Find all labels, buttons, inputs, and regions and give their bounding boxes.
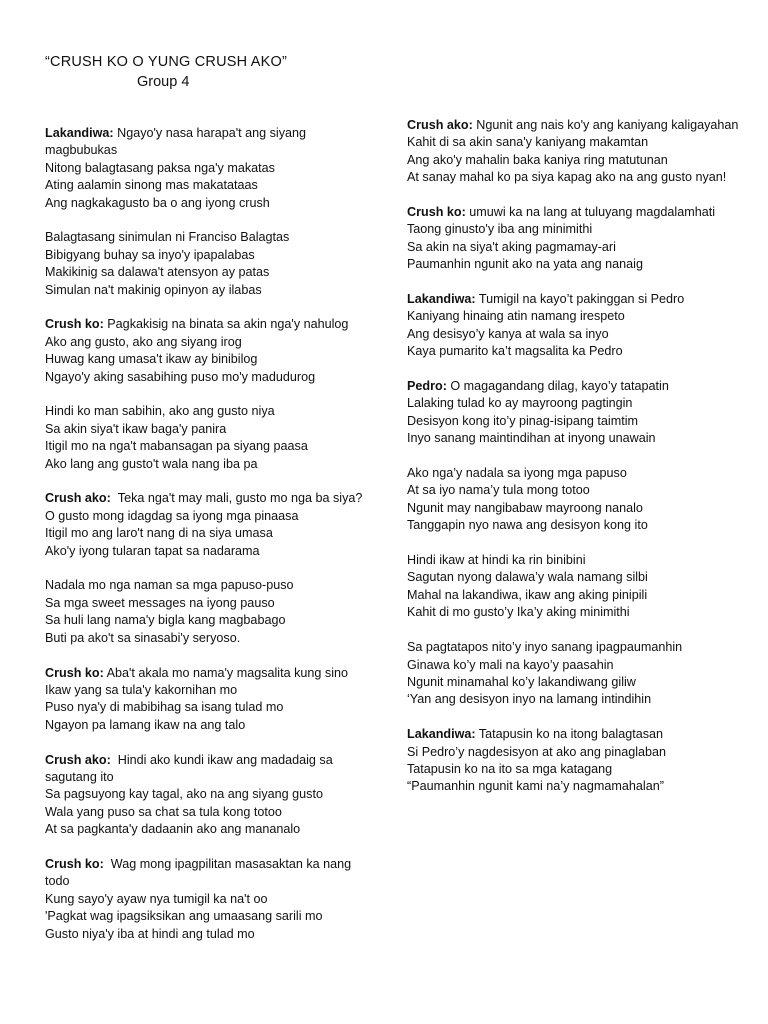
stanza xyxy=(45,577,375,647)
speaker-label: Crush ako: xyxy=(45,752,111,767)
verse-line: Itigil mo ang laro't nang di na siya umasa xyxy=(45,526,273,541)
verse-line: Ang desisyo’y kanya at wala sa inyo xyxy=(407,326,609,341)
verse-line: Nitong balagtasang paksa nga'y makatas xyxy=(45,160,275,175)
verse-line: Puso nya'y di mabibihag sa isang tulad mo xyxy=(45,700,284,715)
speaker-label: Crush ko: xyxy=(45,317,104,332)
verse-line: Mahal na lakandiwa, ikaw ang aking pinipili xyxy=(407,587,648,602)
verse-text: Tatapusin ko na itong balagtasan xyxy=(478,727,664,742)
verse-text: umuwi ka na lang at tuluyang magdalamhati xyxy=(469,205,716,220)
verse-line: Ngayo'y aking sasabihing puso mo'y madudurog xyxy=(45,369,316,384)
verse-line: Sagutan nyong dalawa’y wala namang silbi xyxy=(407,570,648,585)
stanza xyxy=(45,229,375,299)
stanza xyxy=(407,639,752,709)
verse-line: Ako nga’y nadala sa iyong mga papuso xyxy=(407,466,627,481)
verse-text: Teka nga't may mali, gusto mo nga ba siya? xyxy=(117,491,363,506)
verse-text: Wag mong ipagpilitan masasaktan ka nang todo xyxy=(45,856,352,889)
speaker-label: Crush ko: xyxy=(407,205,466,220)
verse-text: Aba't akala mo nama'y magsalita kung sino xyxy=(106,665,349,680)
verse-line: Si Pedro’y nagdesisyon at ako ang pinaglaban xyxy=(407,744,667,759)
verse-line: Ginawa ko’y mali na kayo’y paasahin xyxy=(407,657,614,672)
stanza xyxy=(45,125,375,212)
verse-text: Tumigil na kayo’t pakinggan si Pedro xyxy=(478,292,685,307)
verse-line: Sa akin siya't ikaw baga'y panira xyxy=(45,421,227,436)
verse-line: Ako ang gusto, ako ang siyang irog xyxy=(45,334,242,349)
verse-line xyxy=(407,204,752,221)
stanza xyxy=(407,117,752,187)
verse-line: Makikinig sa dalawa't atensyon ay patas xyxy=(45,265,270,280)
verse-line xyxy=(45,752,375,787)
verse-line: Desisyon kong ito’y pinag-isipang taimtim xyxy=(407,413,638,428)
verse-line: 'Pagkat wag ipagsiksikan ang umaasang sarili mo xyxy=(45,909,323,924)
verse-line: Tatapusin ko na ito sa mga katagang xyxy=(407,761,613,776)
verse-line: At sanay mahal ko pa siya kapag ako na ang gusto nyan! xyxy=(407,170,727,185)
stanza xyxy=(45,490,375,560)
stanza xyxy=(407,552,752,622)
verse-text: Ngunit ang nais ko'y ang kaniyang kaligayahan xyxy=(476,118,739,132)
stanza xyxy=(45,752,375,839)
verse-line xyxy=(45,490,375,507)
verse-line: Lalaking tulad ko ay mayroong pagtingin xyxy=(407,396,633,411)
verse-line: Taong ginusto'y iba ang minimithi xyxy=(407,222,593,237)
verse-line: Sa mga sweet messages na iyong pauso xyxy=(45,595,275,610)
verse-line: Ang nagkakagusto ba o ang iyong crush xyxy=(45,195,270,210)
speaker-label: Pedro: xyxy=(407,379,447,394)
verse-text: Pagkakisig na binata sa akin nga'y nahulog xyxy=(107,317,349,332)
left-column xyxy=(45,125,375,960)
verse-line: “Paumanhin ngunit kami na’y nagmamahalan” xyxy=(407,779,664,794)
verse-line: Nadala mo nga naman sa mga papuso-puso xyxy=(45,578,294,593)
verse-line: Balagtasang sinimulan ni Franciso Balagtas xyxy=(45,230,290,245)
verse-line: Kaniyang hinaing atin namang irespeto xyxy=(407,309,625,324)
speaker-label: Lakandiwa: xyxy=(45,126,114,140)
verse-line: Kahit di mo gusto’y Ika’y aking minimithi xyxy=(407,605,630,620)
verse-line xyxy=(45,125,375,160)
speaker-label: Crush ako: xyxy=(407,118,473,132)
stanza xyxy=(45,665,375,735)
verse-text: O magagandang dilag, kayo’y tatapatin xyxy=(450,379,669,394)
verse-line: Sa pagtatapos nito’y inyo sanang ipagpaumanhin xyxy=(407,640,683,655)
verse-line: Ngayon pa lamang ikaw na ang talo xyxy=(45,717,246,732)
stanza xyxy=(407,291,752,361)
verse-line: Gusto niya'y iba at hindi ang tulad mo xyxy=(45,926,255,941)
stanza xyxy=(45,403,375,473)
verse-line xyxy=(45,856,375,891)
verse-line: Sa pagsuyong kay tagal, ako na ang siyang gusto xyxy=(45,787,323,802)
verse-line xyxy=(407,378,752,395)
stanza xyxy=(407,204,752,274)
verse-line: Ngunit may nangibabaw mayroong nanalo xyxy=(407,500,643,515)
stanza xyxy=(45,316,375,386)
speaker-label: Lakandiwa: xyxy=(407,292,476,307)
verse-text: Ngayo'y nasa harapa't ang siyang magbubukas xyxy=(45,126,307,158)
document-title: “CRUSH KO O YUNG CRUSH AKO” xyxy=(45,54,287,70)
stanza xyxy=(407,378,752,448)
verse-line: At sa iyo nama’y tula mong totoo xyxy=(407,483,590,498)
verse-line: Hindi ikaw at hindi ka rin binibini xyxy=(407,553,586,568)
verse-line xyxy=(407,117,752,134)
verse-line: Bibigyang buhay sa inyo'y ipapalabas xyxy=(45,247,255,262)
verse-line: Huwag kang umasa't ikaw ay binibilog xyxy=(45,352,258,367)
verse-line: Kahit di sa akin sana'y kaniyang makamtan xyxy=(407,135,649,150)
stanza xyxy=(45,856,375,943)
verse-line: Ating aalamin sinong mas makatataas xyxy=(45,178,258,193)
verse-line: At sa pagkanta'y dadaanin ako ang mananalo xyxy=(45,822,301,837)
verse-line: Ako'y iyong tularan tapat sa nadarama xyxy=(45,543,260,558)
verse-line: Ikaw yang sa tula'y kakornihan mo xyxy=(45,682,238,697)
verse-line: Simulan na't makinig opinyon ay ilabas xyxy=(45,282,262,297)
verse-line: Paumanhin ngunit ako na yata ang nanaig xyxy=(407,257,643,272)
verse-text: Hindi ako kundi ikaw ang madadaig sa sagutang ito xyxy=(45,752,333,784)
verse-line: Wala yang puso sa chat sa tula kong totoo xyxy=(45,804,282,819)
verse-line: Itigil mo na nga't mabansagan pa siyang paasa xyxy=(45,439,308,454)
verse-line: Tanggapin nyo nawa ang desisyon kong ito xyxy=(407,518,648,533)
verse-line: Sa huli lang nama'y bigla kang magbabago xyxy=(45,613,286,628)
verse-line xyxy=(45,665,375,682)
verse-line xyxy=(407,726,752,743)
speaker-label: Crush ko: xyxy=(45,665,104,680)
verse-line: Buti pa ako't sa sinasabi'y seryoso. xyxy=(45,630,241,645)
speaker-label: Lakandiwa: xyxy=(407,727,476,742)
verse-line: Kung sayo'y ayaw nya tumigil ka na't oo xyxy=(45,891,268,906)
verse-line: Ako lang ang gusto't wala nang iba pa xyxy=(45,456,258,471)
stanza xyxy=(407,726,752,796)
stanza xyxy=(407,465,752,535)
group-label: Group 4 xyxy=(137,74,190,90)
verse-line: Ngunit minamahal ko’y lakandiwang giliw xyxy=(407,674,636,689)
verse-line: O gusto mong idagdag sa iyong mga pinaasa xyxy=(45,508,299,523)
verse-line: Kaya pumarito ka’t magsalita ka Pedro xyxy=(407,344,623,359)
verse-line xyxy=(45,316,375,333)
speaker-label: Crush ako: xyxy=(45,491,111,506)
right-column xyxy=(407,117,752,813)
speaker-label: Crush ko: xyxy=(45,856,104,871)
verse-line: Inyo sanang maintindihan at inyong unawain xyxy=(407,431,656,446)
verse-line: ‘Yan ang desisyon inyo na lamang intindihin xyxy=(407,692,652,707)
verse-line: Ang ako'y mahalin baka kaniya ring matutunan xyxy=(407,152,668,167)
verse-line xyxy=(407,291,752,308)
verse-line: Sa akin na siya't aking pagmamay-ari xyxy=(407,239,616,254)
verse-line: Hindi ko man sabihin, ako ang gusto niya xyxy=(45,404,275,419)
